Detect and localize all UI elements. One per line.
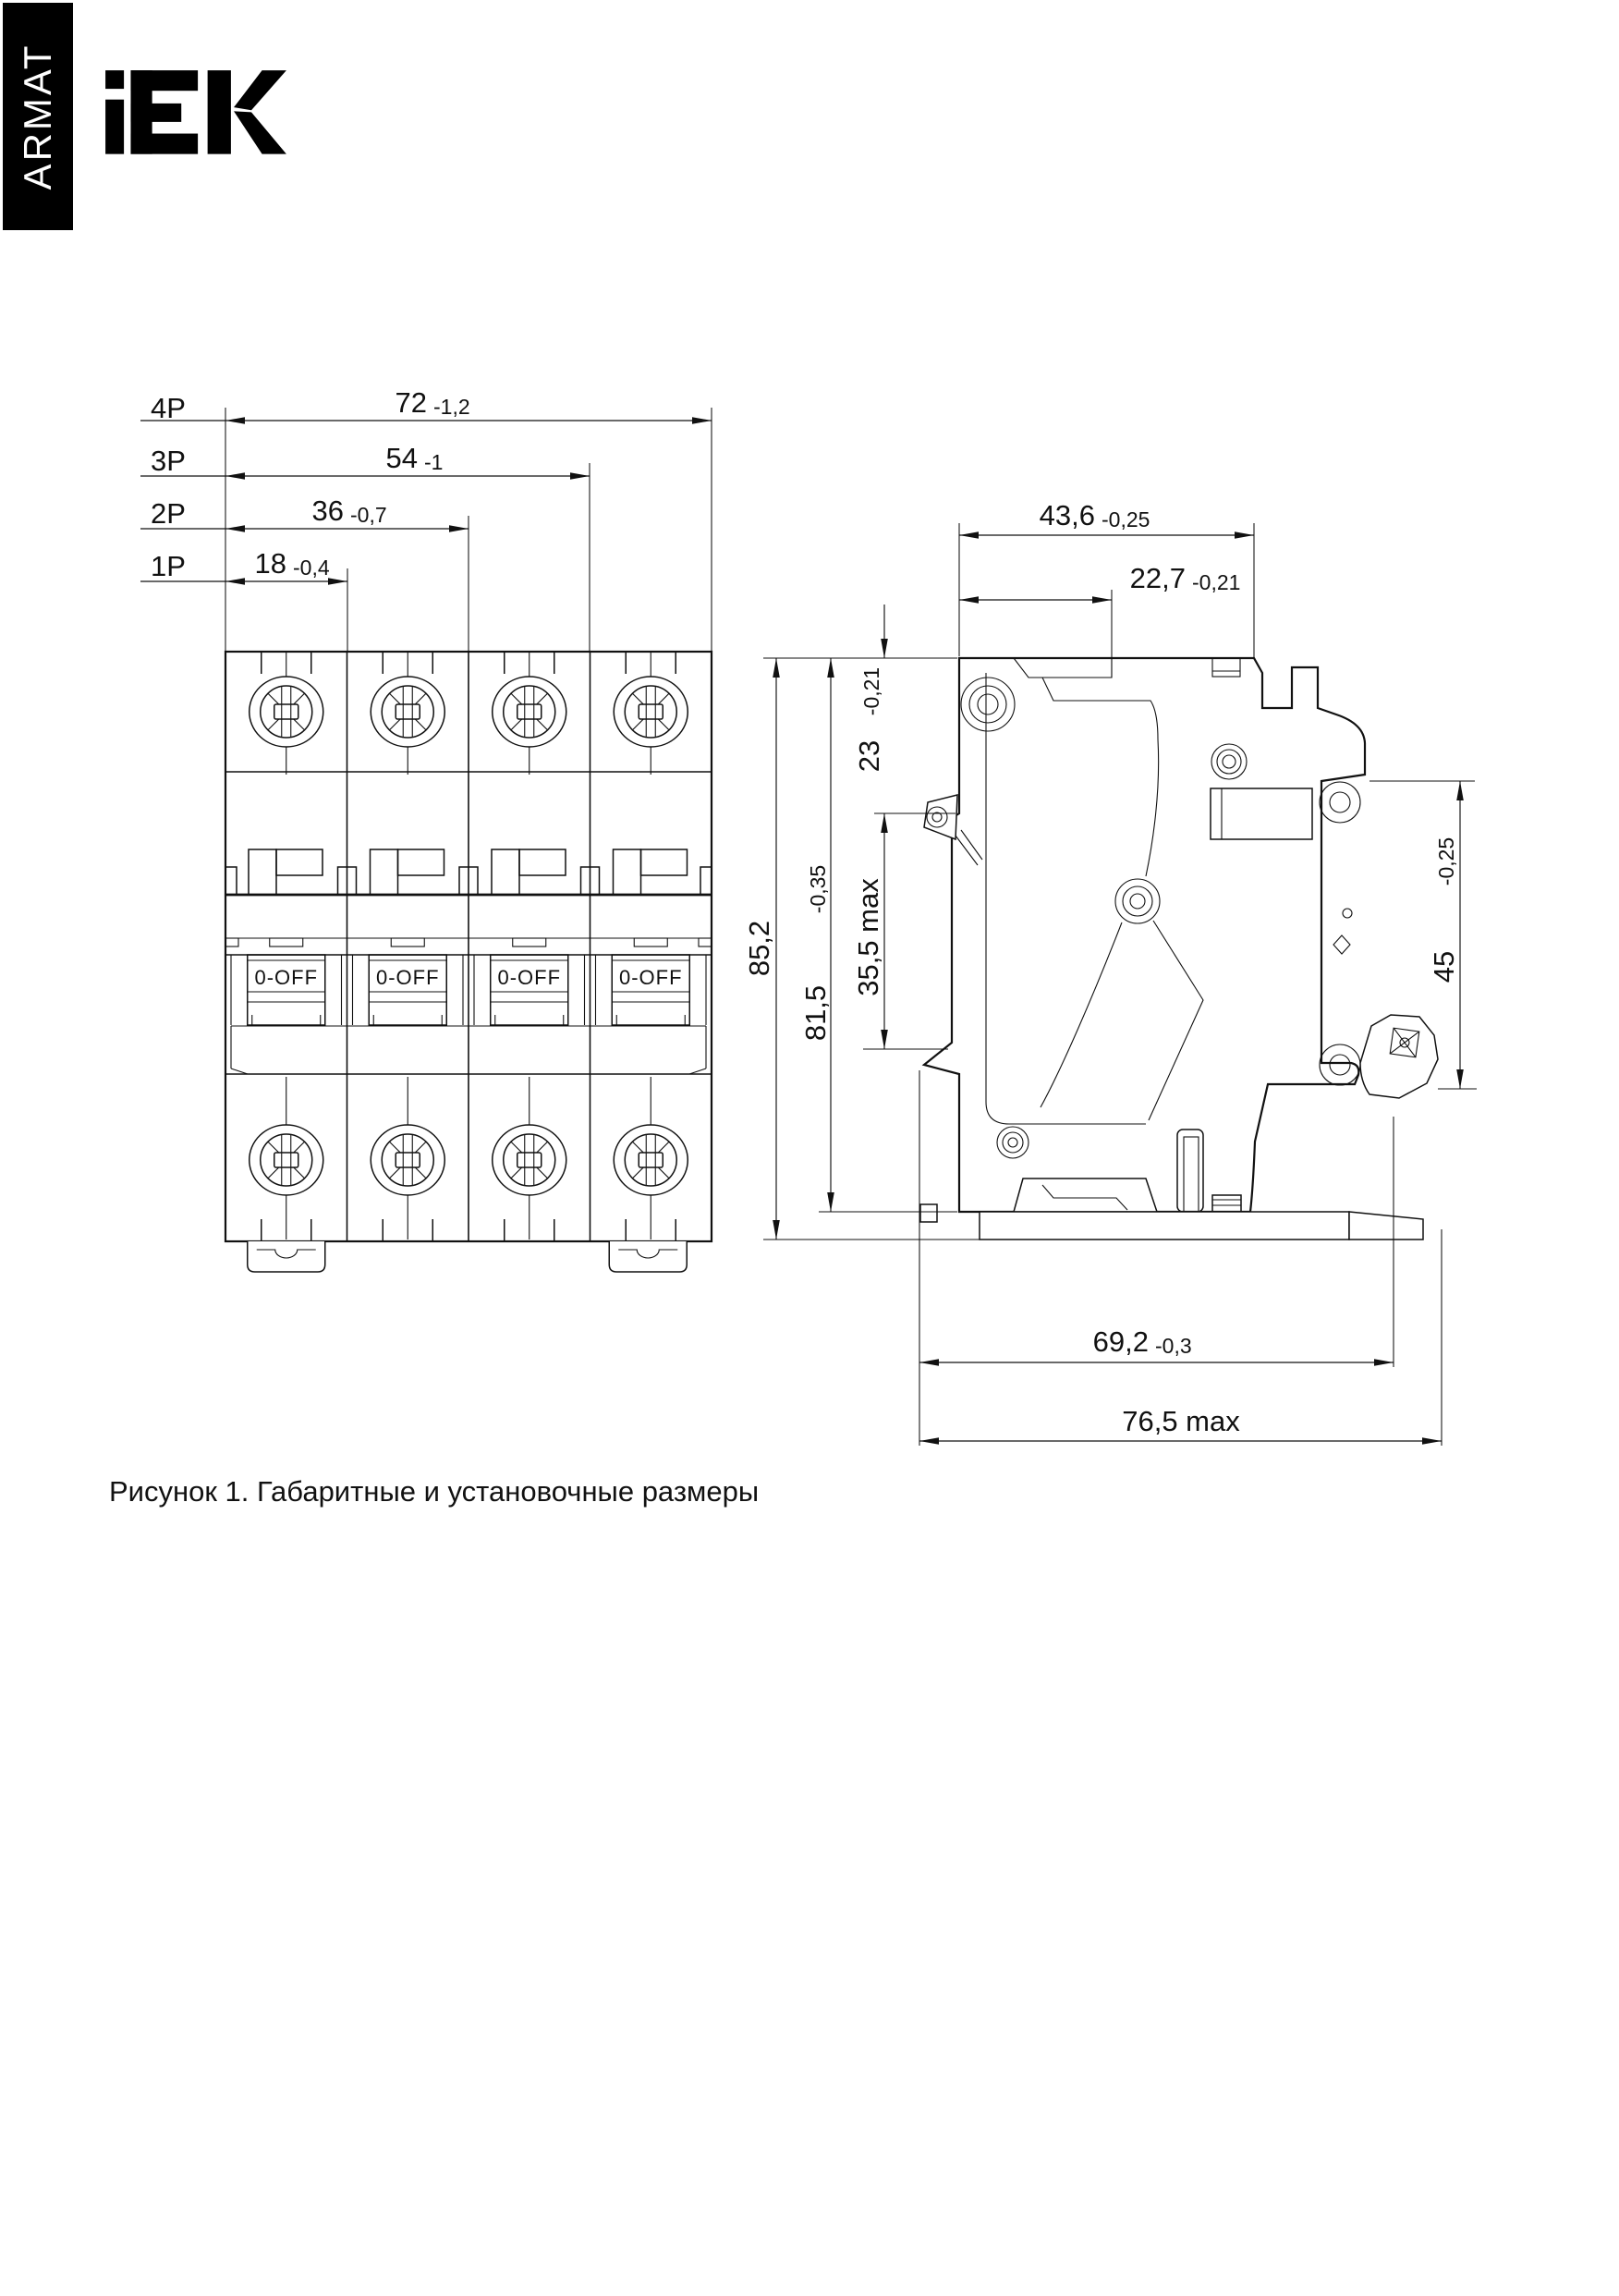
dim-toggle-offset <box>853 605 888 772</box>
dim-value: 18 <box>254 547 286 580</box>
dim-max-depth <box>919 1405 1442 1445</box>
dim-value: 76,5 max <box>1122 1405 1240 1437</box>
dim-value: 72 <box>395 386 427 419</box>
pole-label: 1P <box>151 550 186 582</box>
dim-pole-1p <box>140 547 347 585</box>
dim-value: 69,2 <box>1092 1325 1149 1358</box>
dim-tolerance: -0,21 <box>859 666 883 716</box>
dim-pole-2p <box>140 495 469 532</box>
dim-tolerance: -0,21 <box>1192 570 1241 594</box>
dim-tolerance: -1 <box>424 450 444 474</box>
dim-pole-4p <box>140 386 712 424</box>
dim-tolerance: -0,35 <box>806 864 830 914</box>
dim-tolerance: -1,2 <box>433 395 470 419</box>
dim-tolerance: -0,25 <box>1102 507 1150 531</box>
side-view-drawing <box>920 658 1438 1240</box>
technical-drawing: 0-OFF 4P 72 -1,2 3P 54 -1 2P 36 -0,7 1P 18 -0,4 43,6 -0,25 22,7 -0,21 85,2 81,5 -0,35 35,5 max 23 -0,21 45 -0,25 69,2 -0,3 76,5 max <box>0 0 1619 2296</box>
din-latch <box>1360 1015 1438 1098</box>
dim-value: 22,7 <box>1129 562 1186 594</box>
figure-caption: Рисунок 1. Габаритные и установочные размеры <box>109 1475 760 1508</box>
dim-mounting-depth <box>919 1325 1394 1366</box>
front-view-drawing <box>225 652 712 1272</box>
side-view-outline <box>924 658 1365 1212</box>
dim-value: 35,5 max <box>852 878 884 996</box>
toggle-handle <box>924 795 957 839</box>
dim-value: 43,6 <box>1039 499 1095 531</box>
dim-body-height <box>799 658 834 1212</box>
dim-value: 85,2 <box>743 920 775 977</box>
dim-pole-3p <box>140 442 590 480</box>
dim-value: 45 <box>1428 950 1460 983</box>
dim-value: 81,5 <box>799 984 832 1042</box>
dim-total-height <box>743 658 780 1240</box>
pole-label: 3P <box>151 445 186 477</box>
dim-tolerance: -0,3 <box>1155 1334 1192 1358</box>
dim-tolerance: -0,4 <box>293 556 330 580</box>
dim-tolerance: -0,7 <box>350 503 387 527</box>
dim-value: 54 <box>385 442 418 474</box>
dim-front-protrusion <box>852 813 888 1049</box>
dim-value: 23 <box>853 739 885 773</box>
dim-tolerance: -0,25 <box>1434 837 1458 886</box>
pole-label: 2P <box>151 497 186 530</box>
dim-value: 36 <box>311 495 344 527</box>
armat-banner-label: ARMAT <box>16 43 59 190</box>
pole-label: 4P <box>151 392 186 424</box>
